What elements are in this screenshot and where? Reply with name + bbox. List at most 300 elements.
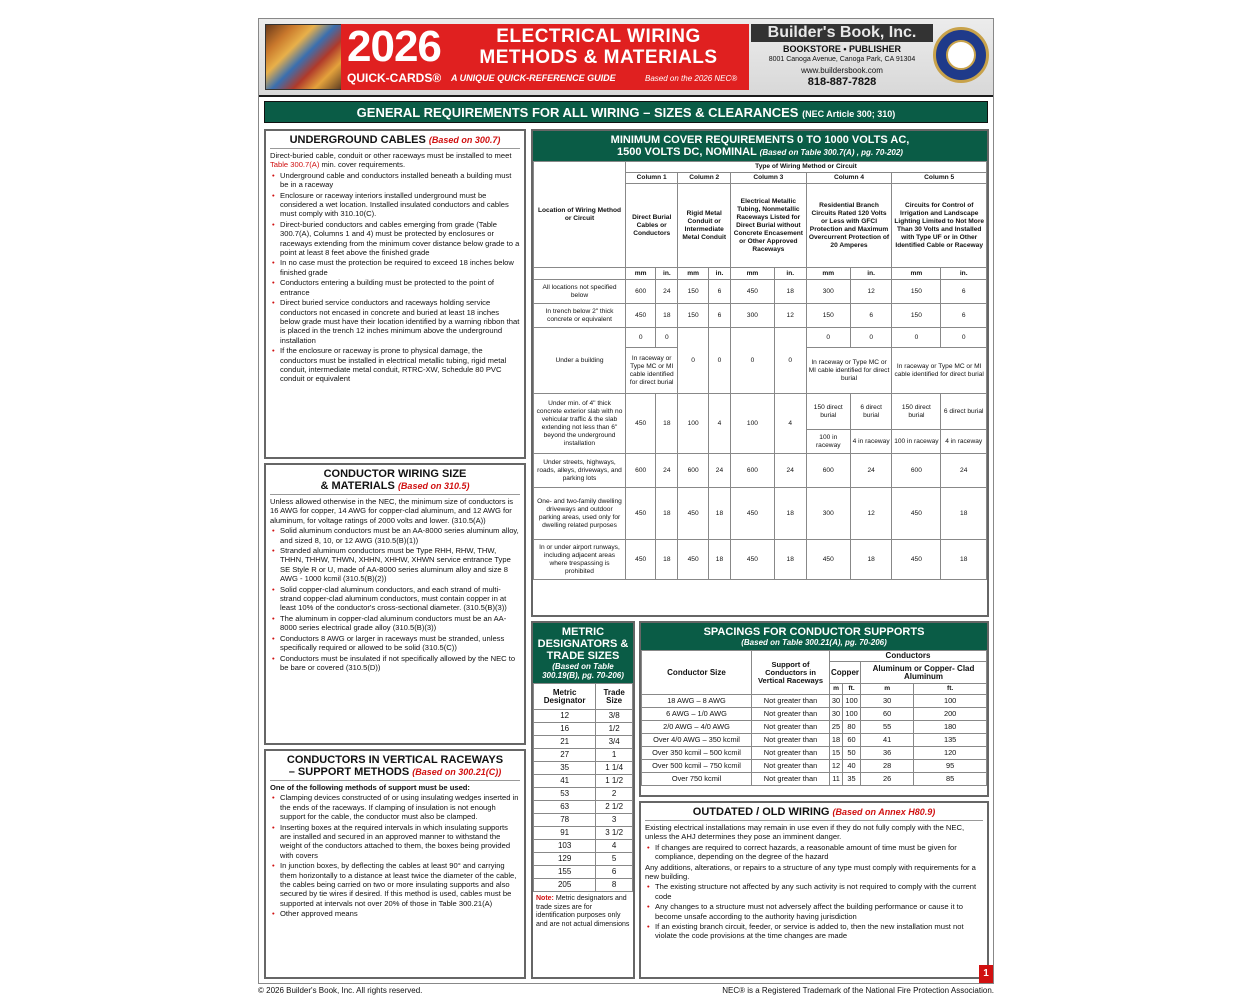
wires-photo bbox=[265, 24, 343, 90]
list-item: • Other approved means bbox=[270, 909, 520, 918]
value-cell: 24 bbox=[850, 454, 891, 488]
value-cell: 18 bbox=[850, 540, 891, 580]
list-item: • If an existing branch circuit, feeder, or service is added to, then the new installation must not violate the code provisions at the time changes are made bbox=[645, 922, 983, 941]
header-nec-basis: Based on the 2026 NEC® bbox=[645, 74, 738, 83]
spacing-cell: 95 bbox=[914, 760, 987, 773]
conductor-size-intro: Unless allowed otherwise in the NEC, the minimum size of conductors is 16 AWG for copper, 14 AWG for copper-clad aluminum, and 12 AWG for aluminum, for voltage ratings of 2000 volts and lower. (310.5(A)) bbox=[270, 497, 514, 525]
value-cell: 100 in raceway bbox=[892, 430, 941, 454]
quick-card-sheet bbox=[258, 18, 994, 984]
spacing-cell: 60 bbox=[843, 734, 861, 747]
cover-table bbox=[533, 161, 987, 580]
metric-rows bbox=[534, 710, 633, 892]
spacing-cell: 60 bbox=[861, 708, 914, 721]
value-cell: 18 bbox=[656, 540, 678, 580]
value-cell: 18 bbox=[774, 540, 806, 580]
value-cell: 6 bbox=[708, 280, 730, 304]
list-item: • Conductors entering a building must be protected to the point of entrance bbox=[270, 278, 520, 297]
trade-size-cell: 3 1/2 bbox=[596, 827, 633, 840]
spacing-cell: Over 500 kcmil – 750 kcmil bbox=[642, 760, 752, 773]
vertical-intro: One of the following methods of support must be used: bbox=[270, 783, 470, 792]
type-header: Type of Wiring Method or Circuit bbox=[626, 162, 987, 173]
header-year: 2026 bbox=[347, 22, 441, 71]
metric-designator-cell: 103 bbox=[534, 840, 596, 853]
metric-designator-cell: 78 bbox=[534, 814, 596, 827]
table-row bbox=[534, 762, 633, 775]
metric-designator-cell: 205 bbox=[534, 879, 596, 892]
table-row bbox=[534, 540, 987, 580]
spacing-cell: 50 bbox=[843, 747, 861, 760]
value-cell: 24 bbox=[774, 454, 806, 488]
value-cell: 600 bbox=[806, 454, 850, 488]
trade-size-cell: 8 bbox=[596, 879, 633, 892]
unit-mm: mm bbox=[731, 268, 775, 280]
spacing-cell: 100 bbox=[843, 708, 861, 721]
metric-ref: (Based on Table 300.19(B), pg. 70-206) bbox=[542, 662, 624, 680]
trade-size-cell: 6 bbox=[596, 866, 633, 879]
value-cell: 6 bbox=[941, 304, 987, 328]
spacing-cell: 135 bbox=[914, 734, 987, 747]
unit-mm: mm bbox=[626, 268, 656, 280]
value-cell: 450 bbox=[892, 540, 941, 580]
table-row bbox=[642, 721, 987, 734]
table-row bbox=[642, 747, 987, 760]
value-cell: 0 bbox=[850, 328, 891, 348]
loc-header: Location of Wiring Method or Circuit bbox=[534, 162, 626, 268]
list-item: • Stranded aluminum conductors must be Type RHH, RHW, THW, THHN, THHW, THWN, XHHN, XHHW, XHWN service entrance Type SE Style R or U, made of AA-8000 series aluminum alloy and size 8 AWG - 1000 kcmil (310.5(B)(2)) bbox=[270, 546, 520, 584]
list-item: • If changes are required to correct hazards, a reasonable amount of time must be given for compliance, depending on the degree of the hazard bbox=[645, 843, 983, 862]
value-cell: 18 bbox=[656, 488, 678, 540]
value-cell: 12 bbox=[850, 488, 891, 540]
metric-col-header: Metric Designator bbox=[534, 684, 596, 710]
list-item: • In junction boxes, by deflecting the cables at least 90° and carrying them horizontally to a distance at least twice the diameter of the cable, the cables being carried on two or more insulating supports and also secured by tie wires if desired. If this method is used, cables must be supported at intervals not over 20% of those in Table 300.21(A) bbox=[270, 861, 520, 908]
value-cell: 600 bbox=[678, 454, 709, 488]
value-cell: 6 bbox=[708, 304, 730, 328]
list-item: • Conductors 8 AWG or larger in raceways must be stranded, unless specifically required or allowed to be solid (310.5(C)) bbox=[270, 634, 520, 653]
cover-title-1: MINIMUM COVER REQUIREMENTS 0 TO 1000 VOLTS AC, bbox=[610, 134, 910, 146]
value-cell: 600 bbox=[626, 280, 656, 304]
table-row bbox=[534, 736, 633, 749]
vertical-raceways-box bbox=[264, 749, 526, 979]
outdated-ref: (Based on Annex H80.9) bbox=[832, 807, 936, 817]
value-cell: 18 bbox=[656, 394, 678, 454]
value-cell: 6 bbox=[941, 280, 987, 304]
col-5-desc: Circuits for Control of Irrigation and Landscape Lighting Limited to Not More Than 30 Volts and Installed with Type UF or in Other Identified Cable or Raceway bbox=[892, 184, 987, 268]
value-cell: 24 bbox=[941, 454, 987, 488]
conductor-size-title-1: CONDUCTOR WIRING SIZE bbox=[323, 468, 467, 480]
title-line-2: METHODS & MATERIALS bbox=[479, 47, 718, 68]
note-label: Note: bbox=[536, 895, 554, 902]
note-cell: In raceway or Type MC or MI cable identified for direct burial bbox=[626, 348, 678, 394]
outdated-heading bbox=[645, 806, 983, 821]
publisher-name: Builder's Book, Inc. bbox=[751, 24, 933, 42]
underground-intro bbox=[270, 151, 520, 170]
list-item: • Inserting boxes at the required intervals in which insulating supports are installed and secured in an approved manner to withstand the weight of the conductors attached to them, the boxes being provided with covers bbox=[270, 823, 520, 861]
unit-ft: ft. bbox=[914, 684, 987, 695]
value-cell: 0 bbox=[774, 328, 806, 394]
spacing-cell: 18 bbox=[830, 734, 843, 747]
value-cell: 450 bbox=[626, 540, 656, 580]
value-cell: 18 bbox=[708, 488, 730, 540]
table-row bbox=[534, 814, 633, 827]
list-item: • Clamping devices constructed of or using insulating wedges inserted in the ends of the raceways. If clamping of insulation is not enough support for the cable, the conductor must also be clamped. bbox=[270, 793, 520, 821]
table-row bbox=[642, 734, 987, 747]
metric-designator-cell: 53 bbox=[534, 788, 596, 801]
spacing-rows bbox=[642, 695, 987, 786]
col-3-header: Column 3 bbox=[731, 173, 807, 184]
unit-in: in. bbox=[941, 268, 987, 280]
value-cell: 24 bbox=[708, 454, 730, 488]
conductor-size-list bbox=[270, 526, 520, 672]
intro-text-a: Direct-buried cable, conduit or other raceways must be installed to meet bbox=[270, 151, 512, 160]
conductors-header: Conductors bbox=[830, 651, 987, 662]
outdated-para-1: Existing electrical installations may remain in use even if they do not fully comply with the NEC, unless the AHJ determines they pose an imminent danger. bbox=[645, 823, 965, 842]
spacing-cell: 85 bbox=[914, 773, 987, 786]
header-title bbox=[451, 26, 746, 68]
spacing-cell: 200 bbox=[914, 708, 987, 721]
spacing-cell: Not greater than bbox=[752, 695, 830, 708]
value-cell: 450 bbox=[678, 540, 709, 580]
value-cell: 450 bbox=[626, 304, 656, 328]
cover-title-2: 1500 VOLTS DC, NOMINAL bbox=[617, 146, 757, 158]
trade-size-cell: 2 bbox=[596, 788, 633, 801]
spacing-cell: Over 750 kcmil bbox=[642, 773, 752, 786]
value-cell: 18 bbox=[941, 540, 987, 580]
vertical-list bbox=[270, 793, 520, 918]
table-row bbox=[642, 708, 987, 721]
underground-cables-box bbox=[264, 129, 526, 459]
outdated-wiring-box bbox=[639, 801, 989, 979]
metric-designator-cell: 155 bbox=[534, 866, 596, 879]
note-cell: In raceway or Type MC or MI cable identified for direct burial bbox=[806, 348, 892, 394]
unit-mm: mm bbox=[678, 268, 709, 280]
spacing-ref: (Based on Table 300.21(A), pg. 70-206) bbox=[741, 638, 887, 647]
unit-m: m bbox=[861, 684, 914, 695]
value-cell: 300 bbox=[731, 304, 775, 328]
metric-note bbox=[533, 892, 633, 932]
spacing-cell: 80 bbox=[843, 721, 861, 734]
unit-ft: ft. bbox=[843, 684, 861, 695]
minimum-cover-box bbox=[531, 129, 989, 617]
value-cell: 0 bbox=[678, 328, 709, 394]
value-cell: 0 bbox=[656, 328, 678, 348]
col-2-header: Column 2 bbox=[678, 173, 731, 184]
size-header: Conductor Size bbox=[642, 651, 752, 695]
value-cell: 12 bbox=[774, 304, 806, 328]
underground-list bbox=[270, 171, 520, 384]
spacing-title: SPACINGS FOR CONDUCTOR SUPPORTS bbox=[703, 626, 925, 638]
value-cell: 24 bbox=[656, 454, 678, 488]
value-cell: 300 bbox=[806, 488, 850, 540]
unit-mm: mm bbox=[806, 268, 850, 280]
spacing-cell: 15 bbox=[830, 747, 843, 760]
spacing-cell: Not greater than bbox=[752, 708, 830, 721]
quick-cards-label: QUICK-CARDS® bbox=[347, 71, 442, 85]
value-cell: 6 direct burial bbox=[941, 394, 987, 430]
value-cell: 100 bbox=[678, 394, 709, 454]
list-item: • Conductors must be insulated if not specifically allowed by the NEC to be bare or covered (310.5(D)) bbox=[270, 654, 520, 673]
value-cell: 0 bbox=[892, 328, 941, 348]
table-row bbox=[534, 488, 987, 540]
value-cell: 150 direct burial bbox=[806, 394, 850, 430]
metric-designator-cell: 35 bbox=[534, 762, 596, 775]
value-cell: 450 bbox=[806, 540, 850, 580]
spacing-heading bbox=[641, 623, 987, 650]
metric-title: METRIC DESIGNATORS & TRADE SIZES bbox=[537, 626, 629, 662]
list-item: • Underground cable and conductors installed beneath a building must be in a raceway bbox=[270, 171, 520, 190]
value-cell: 150 bbox=[678, 304, 709, 328]
col-4-desc: Residential Branch Circuits Rated 120 Volts or Less with GFCI Protection and Maximum Overcurrent Protection of 20 Amperes bbox=[806, 184, 892, 268]
table-row bbox=[534, 328, 987, 348]
spacing-table bbox=[641, 650, 987, 786]
metric-designator-cell: 63 bbox=[534, 801, 596, 814]
spacing-cell: Not greater than bbox=[752, 721, 830, 734]
table-row bbox=[534, 840, 633, 853]
spacing-cell: 6 AWG – 1/0 AWG bbox=[642, 708, 752, 721]
spacing-cell: 120 bbox=[914, 747, 987, 760]
value-cell: 6 bbox=[850, 304, 891, 328]
value-cell: 150 bbox=[892, 280, 941, 304]
value-cell: 600 bbox=[892, 454, 941, 488]
metric-designator-cell: 27 bbox=[534, 749, 596, 762]
metric-designator-cell: 129 bbox=[534, 853, 596, 866]
spacing-cell: Not greater than bbox=[752, 747, 830, 760]
note-cell: In raceway or Type MC or MI cable identified for direct burial bbox=[892, 348, 987, 394]
loc-cell: In or under airport runways, including adjacent areas where trespassing is prohibited bbox=[534, 540, 626, 580]
table-row bbox=[534, 866, 633, 879]
outdated-list-2 bbox=[645, 882, 983, 940]
value-cell: 450 bbox=[678, 488, 709, 540]
table-row bbox=[534, 801, 633, 814]
spacing-cell: 2/0 AWG – 4/0 AWG bbox=[642, 721, 752, 734]
underground-ref: (Based on 300.7) bbox=[428, 135, 501, 145]
unit-in: in. bbox=[656, 268, 678, 280]
seal-center bbox=[946, 40, 976, 70]
value-cell: 0 bbox=[731, 328, 775, 394]
value-cell: 150 bbox=[678, 280, 709, 304]
spacing-cell: 40 bbox=[843, 760, 861, 773]
table-row bbox=[642, 773, 987, 786]
spacing-cell: 100 bbox=[843, 695, 861, 708]
spacing-cell: 55 bbox=[861, 721, 914, 734]
title-line-1: ELECTRICAL WIRING bbox=[496, 26, 701, 47]
value-cell: 18 bbox=[774, 488, 806, 540]
publisher-website[interactable]: www.buildersbook.com bbox=[801, 66, 883, 75]
trade-size-cell: 5 bbox=[596, 853, 633, 866]
col-5-header: Column 5 bbox=[892, 173, 987, 184]
spacing-cell: Not greater than bbox=[752, 760, 830, 773]
vertical-heading bbox=[270, 754, 520, 781]
outdated-title: OUTDATED / OLD WIRING bbox=[692, 806, 830, 818]
trade-size-cell: 1 1/2 bbox=[596, 775, 633, 788]
value-cell: 450 bbox=[626, 394, 656, 454]
trade-size-cell: 3/4 bbox=[596, 736, 633, 749]
table-row bbox=[642, 760, 987, 773]
loc-cell: In trench below 2" thick concrete or equivalent bbox=[534, 304, 626, 328]
trade-size-cell: 3 bbox=[596, 814, 633, 827]
value-cell: 4 bbox=[708, 394, 730, 454]
value-cell: 18 bbox=[774, 280, 806, 304]
vertical-title-1: CONDUCTORS IN VERTICAL RACEWAYS bbox=[286, 754, 504, 766]
table-row bbox=[534, 775, 633, 788]
value-cell: 12 bbox=[850, 280, 891, 304]
band-ref: (NEC Article 300; 310) bbox=[802, 109, 896, 119]
list-item: • If the enclosure or raceway is prone to physical damage, the conductors must be installed in electrical metallic tubing, rigid metal conduit, intermediate metal conduit, RTRC-XW, Schedule 80 PVC conduit or equivalent bbox=[270, 346, 520, 384]
value-cell: 4 in raceway bbox=[941, 430, 987, 454]
table-row bbox=[534, 749, 633, 762]
value-cell: 450 bbox=[731, 280, 775, 304]
spacing-cell: Over 4/0 AWG – 350 kcmil bbox=[642, 734, 752, 747]
conductor-size-box bbox=[264, 463, 526, 745]
spacing-cell: 28 bbox=[861, 760, 914, 773]
spacing-cell: 41 bbox=[861, 734, 914, 747]
value-cell: 150 bbox=[806, 304, 850, 328]
trade-size-cell: 4 bbox=[596, 840, 633, 853]
loc-cell: Under streets, highways, roads, alleys, driveways, and parking lots bbox=[534, 454, 626, 488]
outdated-para-2: Any additions, alterations, or repairs to a structure of any type must comply with requirements for a new building. bbox=[645, 862, 976, 882]
value-cell: 100 in raceway bbox=[806, 430, 850, 454]
unit-in: in. bbox=[708, 268, 730, 280]
vertical-ref: (Based on 300.21(C)) bbox=[412, 767, 502, 777]
value-cell: 600 bbox=[731, 454, 775, 488]
trade-size-cell: 2 1/2 bbox=[596, 801, 633, 814]
value-cell: 150 direct burial bbox=[892, 394, 941, 430]
spacing-cell: 11 bbox=[830, 773, 843, 786]
table-row bbox=[534, 280, 987, 304]
footer-copyright: © 2026 Builder's Book, Inc. All rights reserved. bbox=[258, 986, 423, 995]
cover-ref: (Based on Table 300.7(A) , pg. 70-202) bbox=[759, 148, 903, 157]
list-item: • The existing structure not affected by any such activity is not required to comply with the current code bbox=[645, 882, 983, 901]
loc-cell: Under a building bbox=[534, 328, 626, 394]
metric-heading bbox=[533, 623, 633, 683]
publisher-line: BOOKSTORE • PUBLISHER bbox=[783, 44, 901, 54]
conductor-size-heading bbox=[270, 468, 520, 495]
copper-header: Copper bbox=[830, 662, 861, 684]
value-cell: 6 direct burial bbox=[850, 394, 891, 430]
value-cell: 150 bbox=[892, 304, 941, 328]
value-cell: 450 bbox=[892, 488, 941, 540]
vertical-title-2: – SUPPORT METHODS bbox=[288, 766, 410, 778]
blank-cell bbox=[534, 268, 626, 280]
spacing-cell: 30 bbox=[830, 695, 843, 708]
col-2-desc: Rigid Metal Conduit or Intermediate Metal Conduit bbox=[678, 184, 731, 268]
value-cell: 0 bbox=[626, 328, 656, 348]
value-cell: 18 bbox=[941, 488, 987, 540]
table-row bbox=[534, 394, 987, 430]
loc-cell: All locations not specified below bbox=[534, 280, 626, 304]
spacing-cell: 36 bbox=[861, 747, 914, 760]
table-row bbox=[534, 853, 633, 866]
list-item: • Any changes to a structure must not adversely affect the building performance or cause it to become unsafe according to the authority having jurisdiction bbox=[645, 902, 983, 921]
intro-ref: Table 300.7(A) bbox=[270, 160, 320, 170]
list-item: • Direct buried service conductors and raceways holding service conductors not encased in concrete and buried at least 18 inches below grade must have their location identified by a warning ribbon that is placed in the trench 12 inches minimum above the underground installation bbox=[270, 298, 520, 345]
unit-m: m bbox=[830, 684, 843, 695]
spacing-cell: Not greater than bbox=[752, 734, 830, 747]
spacing-cell: 180 bbox=[914, 721, 987, 734]
table-row bbox=[534, 710, 633, 723]
aluminum-header: Aluminum or Copper- Clad Aluminum bbox=[861, 662, 987, 684]
unit-in: in. bbox=[774, 268, 806, 280]
spacing-cell: 18 AWG – 8 AWG bbox=[642, 695, 752, 708]
underground-title: UNDERGROUND CABLES bbox=[289, 134, 426, 146]
value-cell: 4 bbox=[774, 394, 806, 454]
unit-in: in. bbox=[850, 268, 891, 280]
value-cell: 100 bbox=[731, 394, 775, 454]
band-title: GENERAL REQUIREMENTS FOR ALL WIRING – SIZES & CLEARANCES bbox=[356, 105, 799, 120]
table-row bbox=[534, 788, 633, 801]
list-item: • Solid aluminum conductors must be an AA-8000 series aluminum alloy, and sized 8, 10, or 12 AWG (310.5(B)(1)) bbox=[270, 526, 520, 545]
header-subtitle: A UNIQUE QUICK-REFERENCE GUIDE bbox=[451, 73, 616, 83]
metric-designator-cell: 21 bbox=[534, 736, 596, 749]
conductor-size-ref: (Based on 310.5) bbox=[397, 481, 470, 491]
spacing-cell: 35 bbox=[843, 773, 861, 786]
spacing-cell: 26 bbox=[861, 773, 914, 786]
metric-designator-cell: 16 bbox=[534, 723, 596, 736]
spacing-cell: Not greater than bbox=[752, 773, 830, 786]
unit-mm: mm bbox=[892, 268, 941, 280]
spacing-box bbox=[639, 621, 989, 797]
metric-designator-cell: 41 bbox=[534, 775, 596, 788]
metric-designators-box bbox=[531, 621, 635, 979]
value-cell: 4 in raceway bbox=[850, 430, 891, 454]
trade-col-header: Trade Size bbox=[596, 684, 633, 710]
value-cell: 18 bbox=[708, 540, 730, 580]
metric-designator-cell: 91 bbox=[534, 827, 596, 840]
table-row bbox=[642, 695, 987, 708]
loc-cell: Under min. of 4" thick concrete exterior slab with no vehicular traffic & the slab extending not less than 6" beyond the underground installation bbox=[534, 394, 626, 454]
note-text: Metric designators and trade sizes are for identification purposes only and are not actual dimensions bbox=[536, 895, 630, 928]
trade-size-cell: 1 1/4 bbox=[596, 762, 633, 775]
metric-table bbox=[533, 683, 633, 892]
cover-heading bbox=[533, 131, 987, 161]
col-1-header: Column 1 bbox=[626, 173, 678, 184]
publisher-seal-logo bbox=[933, 27, 989, 83]
value-cell: 24 bbox=[656, 280, 678, 304]
header bbox=[259, 19, 993, 97]
spacing-cell: 30 bbox=[861, 695, 914, 708]
conductor-size-title-2: & MATERIALS bbox=[320, 480, 395, 492]
table-row bbox=[534, 454, 987, 488]
metric-designator-cell: 12 bbox=[534, 710, 596, 723]
value-cell: 0 bbox=[806, 328, 850, 348]
value-cell: 300 bbox=[806, 280, 850, 304]
list-item: • In no case must the protection be required to exceed 18 inches below finished grade bbox=[270, 258, 520, 277]
underground-heading bbox=[270, 134, 520, 149]
list-item: • Solid copper-clad aluminum conductors, and each strand of multi-strand copper-clad aluminum conductors, must contain copper in at least 10% of the conductor's cross-sectional diameter. (310.5(B)(3)) bbox=[270, 585, 520, 613]
spacing-cell: 100 bbox=[914, 695, 987, 708]
list-item: • The aluminum in copper-clad aluminum conductors must be an AA-8000 series electrical grade alloy (310.5(B)(3)) bbox=[270, 614, 520, 633]
publisher-block bbox=[751, 24, 933, 89]
table-row bbox=[534, 827, 633, 840]
spacing-cell: 30 bbox=[830, 708, 843, 721]
outdated-list-1 bbox=[645, 843, 983, 862]
section-band bbox=[264, 101, 988, 123]
value-cell: 450 bbox=[731, 540, 775, 580]
value-cell: 600 bbox=[626, 454, 656, 488]
spacing-cell: 25 bbox=[830, 721, 843, 734]
list-item: • Direct-buried conductors and cables emerging from grade (Table 300.7(A), Columns 1 and 4) must be protected by enclosures or raceways extending from the minimum cover distance below grade to a point at least 8 feet above the finished grade bbox=[270, 220, 520, 258]
col-1-desc: Direct Burial Cables or Conductors bbox=[626, 184, 678, 268]
spacing-cell: Over 350 kcmil – 500 kcmil bbox=[642, 747, 752, 760]
table-row bbox=[534, 879, 633, 892]
col-3-desc: Electrical Metallic Tubing, Nonmetallic Raceways Listed for Direct Burial without Concrete Encasement or Other Approved Raceways bbox=[731, 184, 807, 268]
col-4-header: Column 4 bbox=[806, 173, 892, 184]
value-cell: 450 bbox=[731, 488, 775, 540]
publisher-phone: 818-887-7828 bbox=[807, 76, 877, 88]
footer-trademark: NEC® is a Registered Trademark of the National Fire Protection Association. bbox=[722, 986, 994, 995]
value-cell: 450 bbox=[626, 488, 656, 540]
trade-size-cell: 3/8 bbox=[596, 710, 633, 723]
value-cell: 18 bbox=[656, 304, 678, 328]
